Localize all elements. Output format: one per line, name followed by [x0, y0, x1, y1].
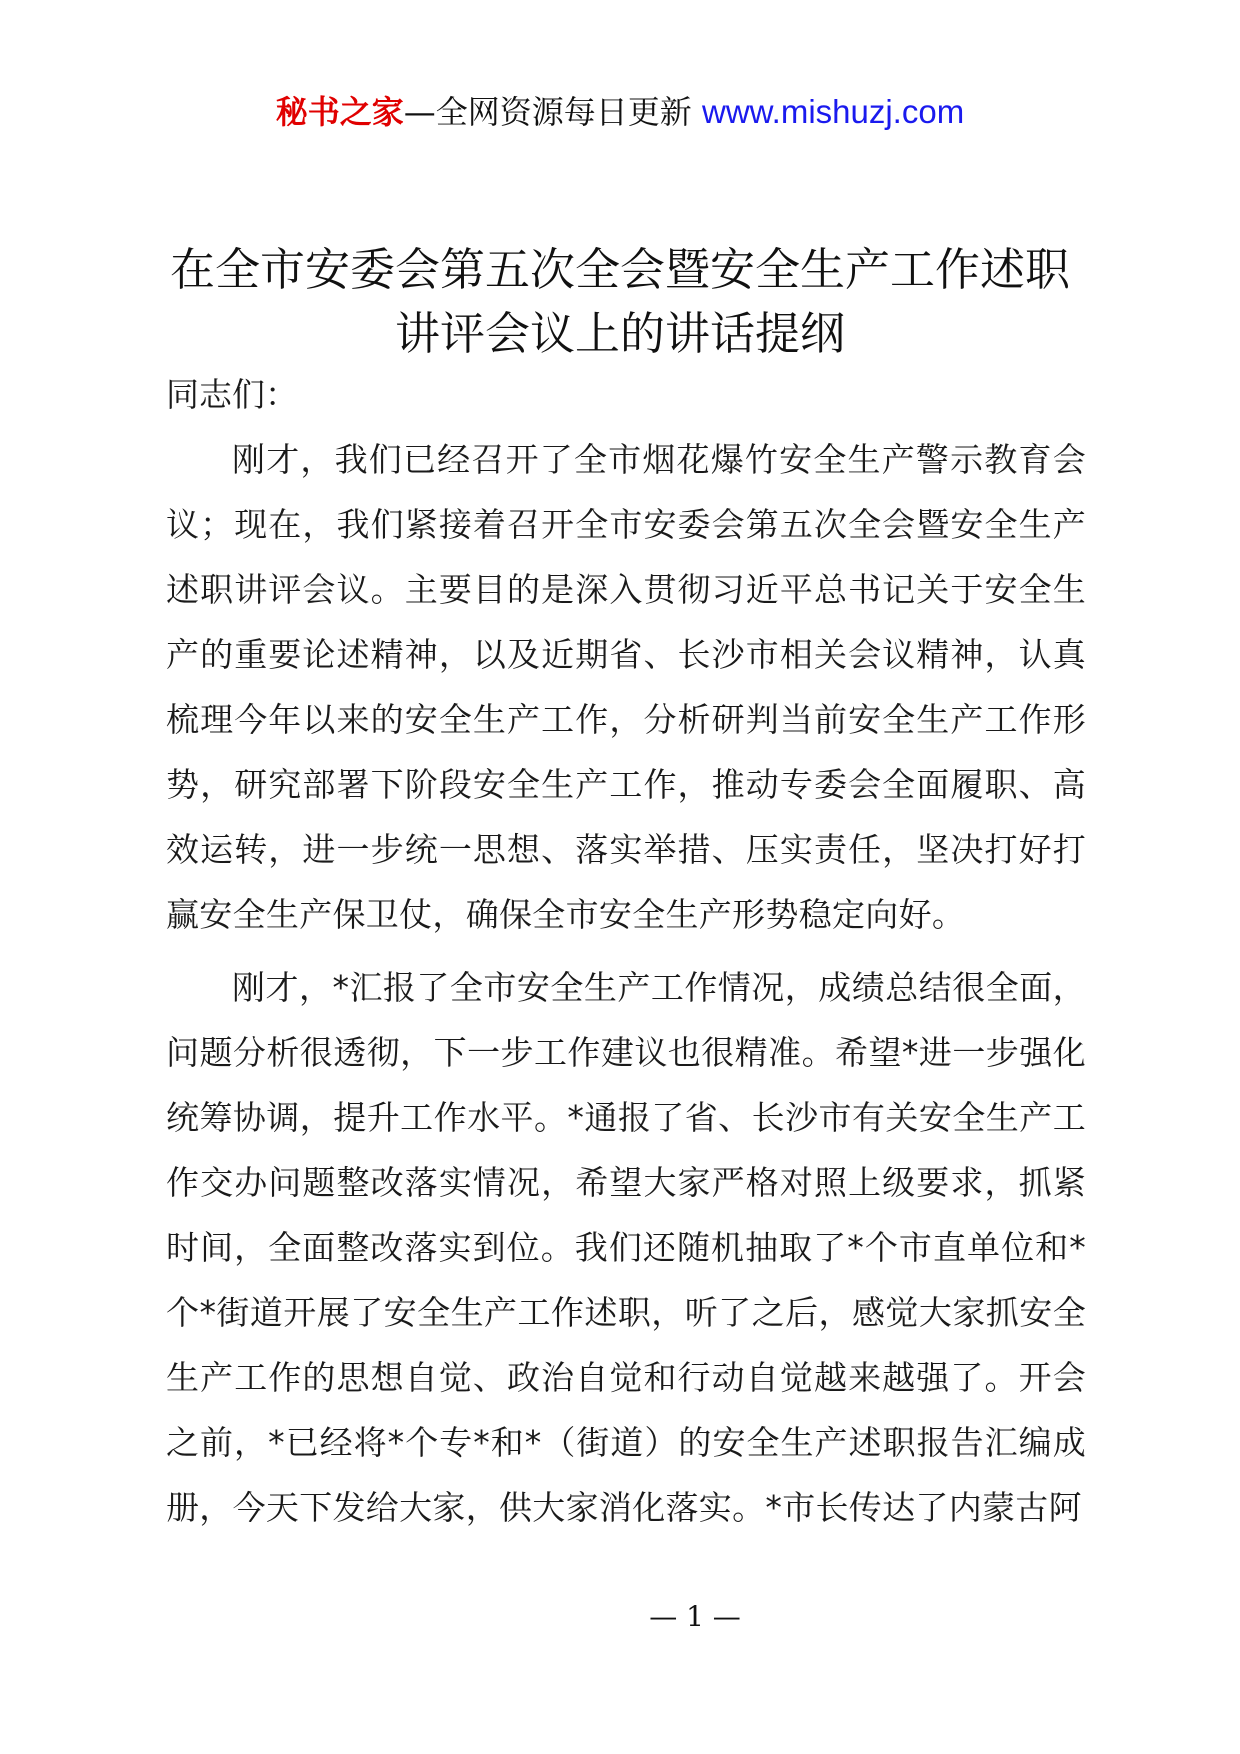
site-tagline: —全网资源每日更新	[403, 93, 692, 131]
body-paragraph: 刚才，*汇报了全市安全生产工作情况，成绩总结很全面，问题分析很透彻，下一步工作建议也很精准。希望*进一步强化统筹协调，提升工作水平。*通报了省、长沙市有关安全生产工作交办问题整改落实情况，希望大家严格对照上级要求，抓紧时间，全面整改落实到位。我们还随机抽取了*个市直单位和*个*街道开展了安全生产工作述职，听了之后，感觉大家抓安全生产工作的思想自觉、政治自觉和行动自觉越来越强了。开会之前，*已经将*个专*和*（街道）的安全生产述职报告汇编成册，今天下发给大家，供大家消化落实。*市长传达了内蒙古阿	[166, 968, 1086, 1527]
site-brand: 秘书之家	[275, 93, 404, 131]
site-header	[0, 92, 1240, 132]
greeting: 同志们：	[166, 375, 298, 414]
page-number: — 1 —	[649, 1600, 741, 1633]
site-url-link[interactable]: www.mishuzj.com	[701, 93, 965, 130]
document-title: 在全市安委会第五次全会暨安全生产工作述职讲评会议上的讲话提纲	[169, 243, 1070, 360]
body-paragraph: 刚才，我们已经召开了全市烟花爆竹安全生产警示教育会议；现在，我们紧接着召开全市安委会第五次全会暨安全生产述职讲评会议。主要目的是深入贯彻习近平总书记关于安全生产的重要论述精神，以及近期省、长沙市相关会议精神，认真梳理今年以来的安全生产工作，分析研判当前安全生产工作形势，研究部署下阶段安全生产工作，推动专委会全面履职、高效运转，进一步统一思想、落实举措、压实责任，坚决打好打赢安全生产保卫仗，确保全市安全生产形势稳定向好。	[166, 440, 1086, 934]
